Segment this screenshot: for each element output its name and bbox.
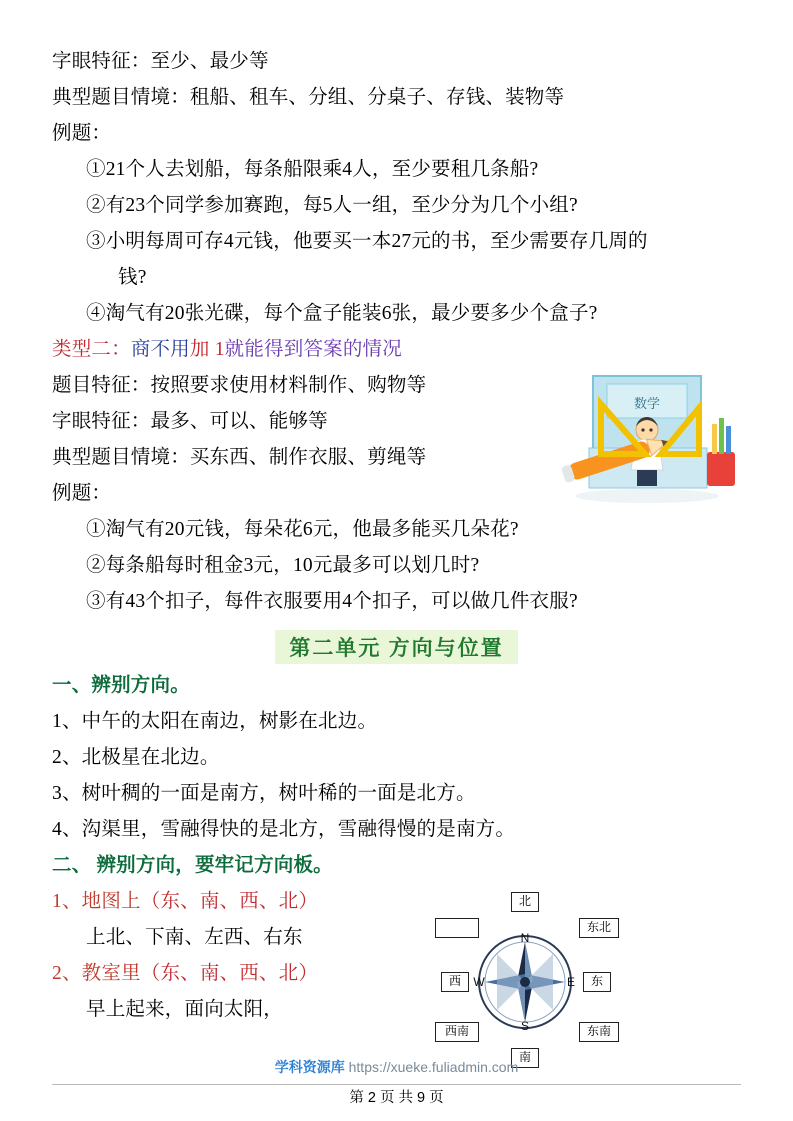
text-line: 典型题目情境：买东西、制作衣服、剪绳等 (52, 447, 427, 468)
text-line: ③有43个扣子，每件衣服要用4个扣子，可以做几件衣服? (86, 591, 578, 612)
text-line: 典型题目情境：租船、租车、分组、分桌子、存钱、装物等 (52, 87, 565, 108)
type-two-part-a: 商不用 (130, 339, 190, 360)
watermark (0, 1057, 793, 1077)
unit-title-text: 第二单元 方向与位置 (275, 630, 517, 664)
text-line: ③小明每周可存4元钱，他要买一本27元的书，至少需要存几周的 (86, 231, 648, 252)
footer-divider (52, 1084, 741, 1085)
text-line: 4、沟渠里，雪融得快的是北方，雪融得慢的是南方。 (52, 819, 516, 840)
text-line: 2、北极星在北边。 (52, 747, 220, 768)
text-line: ④淘气有20张光碟，每个盒子能装6张，最少要多少个盒子? (86, 303, 598, 324)
type-two-heading (52, 332, 741, 368)
svg-text:数学: 数学 (633, 396, 661, 411)
text-line: 1、中午的太阳在南边，树影在北边。 (52, 711, 378, 732)
watermark-logo: 学科资源库 (274, 1059, 345, 1075)
type-two-label: 类型二： (52, 339, 131, 360)
text-line: 3、树叶稠的一面是南方，树叶稀的一面是北方。 (52, 783, 476, 804)
item-map-num: 1、 (52, 891, 82, 912)
text-line: 字眼特征：最多、可以、能够等 (52, 411, 328, 432)
compass-label-southeast: 东南 (579, 1022, 619, 1042)
item-map-title: 地图上 (81, 891, 141, 912)
item-class-paren: （东、南、西、北） (140, 963, 319, 984)
type-two-part-b: 加 1 (189, 339, 225, 360)
watermark-url: https://xueke.fuliadmin.com (348, 1059, 519, 1075)
item-class-num: 2、 (52, 963, 82, 984)
unit-title (52, 630, 741, 664)
compass-label-west: 西 (441, 972, 469, 992)
type-two-part-c: 就能得到答案的情况 (224, 339, 402, 360)
page-footer: 第 2 页 共 9 页 (349, 1090, 444, 1106)
text-line: ①21个人去划船，每条船限乘4人，至少要租几条船? (86, 159, 539, 180)
compass-label-southwest: 西南 (435, 1022, 479, 1042)
svg-text:W: W (473, 975, 485, 989)
text-line: 例题： (52, 483, 112, 504)
compass-label-east: 东 (583, 972, 611, 992)
classroom-illustration (549, 368, 745, 510)
text-line: 例题： (52, 123, 112, 144)
text-line: 题目特征：按照要求使用材料制作、购物等 (52, 375, 427, 396)
compass-label-northeast: 东北 (579, 918, 619, 938)
text-line: 钱? (118, 267, 147, 288)
section-heading-one: 一、辨别方向。 (52, 675, 190, 696)
compass-figure (413, 890, 663, 1075)
text-line: 字眼特征：至少、最少等 (52, 51, 269, 72)
item-map-detail: 上北、下南、左西、右东 (86, 927, 303, 948)
svg-text:N: N (520, 931, 530, 945)
svg-text:E: E (566, 975, 576, 989)
svg-text:S: S (520, 1019, 530, 1033)
compass-label-south: 南 (511, 1048, 539, 1068)
text-line: ①淘气有20元钱，每朵花6元，他最多能买几朵花? (86, 519, 519, 540)
compass-label-northwest (435, 918, 479, 938)
item-class-detail: 早上起来，面向太阳， (86, 999, 284, 1020)
compass-label-north: 北 (511, 892, 539, 912)
item-class-title: 教室里 (81, 963, 141, 984)
text-line: ②有23个同学参加赛跑，每5人一组，至少分为几个小组? (86, 195, 578, 216)
item-map-paren: （东、南、西、北） (140, 891, 319, 912)
text-line: ②每条船每时租金3元，10元最多可以划几时? (86, 555, 480, 576)
section-heading-two: 二、 辨别方向，要牢记方向板。 (52, 855, 333, 876)
